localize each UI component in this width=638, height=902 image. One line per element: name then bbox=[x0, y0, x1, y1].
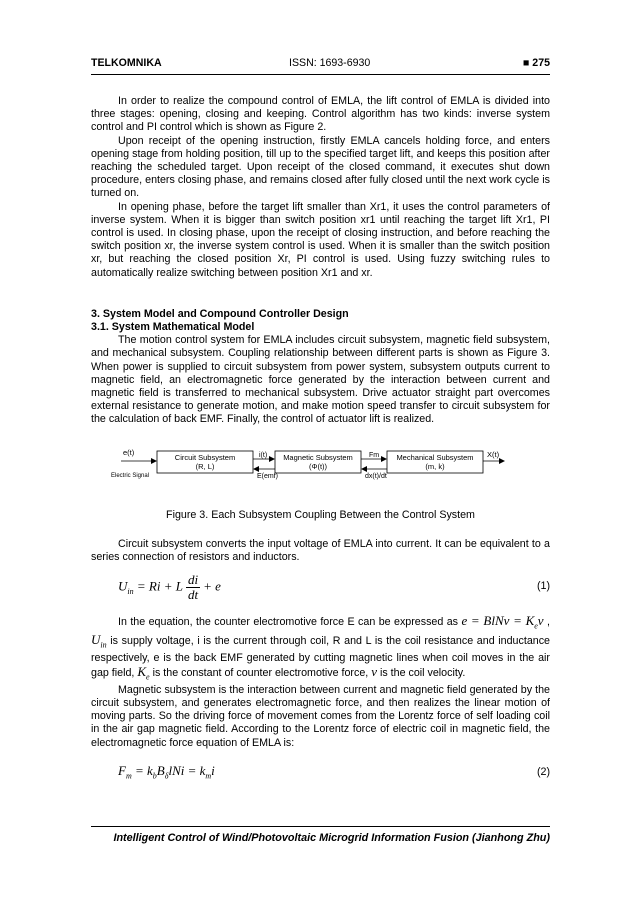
paragraph-1: In order to realize the compound control of EMLA, the lift control of EMLA is divided into three stages: opening, closing and keeping. Control algorithm has two kinds: inverse system control and PI control which is shown as Figure 2. bbox=[91, 95, 550, 134]
page-body bbox=[91, 95, 550, 798]
mechanical-subsystem-title: Mechanical Subsystem bbox=[396, 452, 474, 462]
footer-rule bbox=[91, 826, 550, 827]
current-label: i(t) bbox=[259, 451, 268, 459]
mechanical-subsystem-params: (m, k) bbox=[425, 461, 445, 471]
paragraph-4: The motion control system for EMLA includes circuit subsystem, magnetic field subsystem, and mechanical subsystem. Coupling relationship between different parts is shown as Figure 3. When power is supplied to circuit subsystem from power system, subsystem outputs current to magnetic field, an electromagnetic force generated by the interaction between current and magnetic field is transferred to mechanical subsystem. Drive actuator straight part overcomes external resistance to generate motion, and make motion speed transfer to circuit subsystem for the calculation of back EMF. Finally, the control of actuator lift is realized. bbox=[91, 334, 550, 426]
equation-2 bbox=[91, 764, 550, 798]
paragraph-7: Magnetic subsystem is the interaction between current and magnetic field generated by the circuit subsystem, and generates electromagnetic force, and then realizes the linear motion of moving parts. So the driving force of movement comes from the Lorentz force of self loading coil in the air gap magnetic field. According to the Lorentz force of electric coil in magnetic field, the electromagnetic force equation of EMLA is: bbox=[91, 683, 550, 749]
paragraph-5: Circuit subsystem converts the input voltage of EMLA into current. It can be equivalent to a series connection of resistors and inductors. bbox=[91, 537, 550, 564]
subsystem-diagram bbox=[91, 447, 550, 497]
equation-1-number: (1) bbox=[536, 580, 550, 593]
page-number: ■ 275 bbox=[522, 57, 550, 69]
input-label: Electric Signal bbox=[111, 472, 150, 479]
magnetic-subsystem-title: Magnetic Subsystem bbox=[283, 452, 353, 462]
paragraph-2: Upon receipt of the opening instruction, firstly EMLA cancels holding force, and enters opening stage from holding position, till up to the specified target lift, and keeps this position after reaching the scheduled target. Upon receipt of the closed command, it executes shut down procedure, enters closing phase, and remains closed after fully closed until the next work cycle is turned on. bbox=[91, 134, 550, 200]
figure-3 bbox=[91, 447, 550, 497]
equation-2-number: (2) bbox=[536, 765, 550, 778]
figure-caption: Figure 3. Each Subsystem Coupling Between the Control System bbox=[166, 508, 475, 521]
circuit-subsystem-params: (R, L) bbox=[195, 461, 215, 471]
paragraph-3: In opening phase, before the target lift smaller than Xr1, it uses the control parameters of inverse system. When it is bigger than switch position xr1 until reaching the target lift Xr1, PI control is used. In closing phase, upon the receipt of closing instruction, and before reaching the switch position xr, the inverse system control is used. When it is smaller than the switch position xr, but reaching the closed position Xr, PI control is used. Using fuzzy switching rules to automatically realize switching between position Xr1 and xr. bbox=[91, 200, 550, 279]
paragraph-6: In the equation, the counter electromotive force E can be expressed as e = BlNv = $K_ev$ , $U_{in}$ is supply voltage, i is the current through coil, R and L is the coil resistance and inductance respectively, e is the back EMF generated by cutting magnetic lines when coil moves in the air gap field, $K_e$ is the constant of counter electromotive force, v is the coil velocity. bbox=[91, 613, 550, 682]
force-label: Fm bbox=[369, 451, 380, 459]
input-signal: e(t) bbox=[123, 447, 135, 457]
circuit-subsystem-title: Circuit Subsystem bbox=[174, 452, 236, 462]
issn: ISSN: 1693-6930 bbox=[289, 57, 371, 69]
equation-1-formula: $U_{in} = Ri + L$ $\frac{di}{dt}$ + e bbox=[118, 572, 221, 603]
journal-name: TELKOMNIKA bbox=[91, 57, 162, 69]
header-rule bbox=[91, 74, 550, 75]
running-footer: Intelligent Control of Wind/Photovoltaic Microgrid Information Fusion (Jianhong Zhu) bbox=[113, 832, 550, 844]
equation-1 bbox=[91, 570, 550, 606]
equation-2-formula: $F_m = k_bB_\delta lNi = k_mi$ bbox=[118, 762, 215, 781]
section-heading: 3. System Model and Compound Controller Design bbox=[91, 307, 349, 320]
running-header bbox=[91, 57, 550, 73]
subsection-heading: 3.1. System Mathematical Model bbox=[91, 321, 255, 334]
back-emf-label: E(emf) bbox=[257, 472, 278, 480]
magnetic-subsystem-params: (Φ(t)) bbox=[308, 461, 328, 471]
velocity-label: dx(t)/dt bbox=[365, 472, 387, 480]
output-signal: X(t) bbox=[487, 449, 500, 459]
